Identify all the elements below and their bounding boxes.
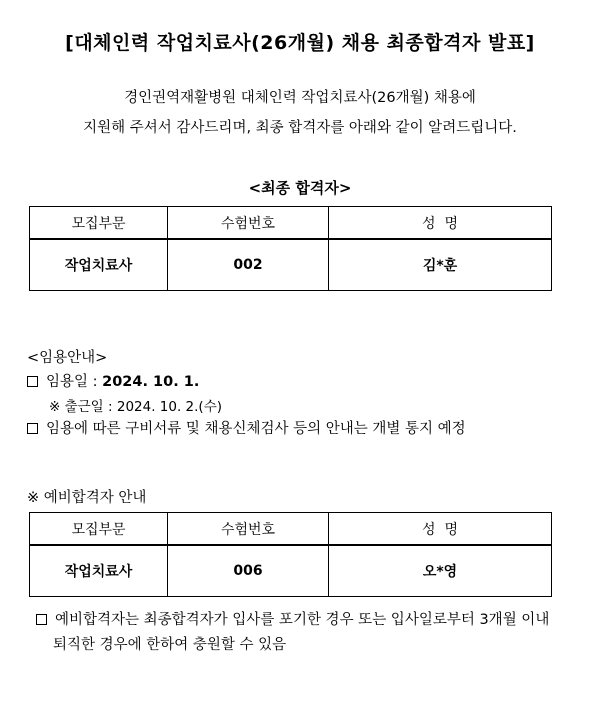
header-department: 모집부문: [30, 207, 168, 240]
page-title: [대체인력 작업치료사(26개월) 채용 최종합격자 발표]: [65, 32, 535, 54]
cell-exam-number: 006: [168, 545, 329, 597]
reserve-notice-line-1: [36, 608, 549, 629]
table-row: [30, 239, 552, 291]
reserve-notice-line-2: 퇴직한 경우에 한하여 충원할 수 있음: [53, 637, 287, 653]
intro-line-1: 경인권역재활병원 대체인력 작업치료사(26개월) 채용에: [124, 90, 476, 106]
square-bullet-icon: [27, 423, 38, 434]
square-bullet-icon: [27, 376, 38, 387]
cell-name: 김*훈: [329, 239, 552, 291]
square-bullet-icon: [36, 614, 47, 625]
cell-department: 작업치료사: [30, 239, 168, 291]
appointment-date-label: 임용일 :: [46, 374, 103, 390]
table-row: [30, 545, 552, 597]
appointment-notice: 임용에 따른 구비서류 및 채용신체검사 등의 안내는 개별 통지 예정: [46, 421, 466, 437]
final-table-header: [30, 207, 552, 240]
cell-department: 작업치료사: [30, 545, 168, 597]
cell-name: 오*영: [329, 545, 552, 597]
final-heading: <최종 합격자>: [248, 179, 352, 197]
reserve-table: [29, 512, 552, 597]
appointment-heading: <임용안내>: [27, 350, 108, 366]
header-exam-number: 수험번호: [168, 513, 329, 546]
final-table: [29, 206, 552, 291]
header-name: 성 명: [329, 207, 552, 240]
header-name: 성 명: [329, 513, 552, 546]
intro-line-2: 지원해 주셔서 감사드리며, 최종 합격자를 아래와 같이 알려드립니다.: [83, 120, 517, 136]
appointment-date-line: [27, 370, 199, 391]
reserve-heading: ※ 예비합격자 안내: [27, 490, 147, 506]
reserve-table-header: [30, 513, 552, 546]
attendance-date: ※ 출근일 : 2024. 10. 2.(수): [49, 399, 223, 415]
cell-exam-number: 002: [168, 239, 329, 291]
appointment-notice-line: [27, 417, 466, 438]
appointment-date-value: 2024. 10. 1.: [102, 374, 200, 390]
header-department: 모집부문: [30, 513, 168, 546]
reserve-notice-1: 예비합격자는 최종합격자가 입사를 포기한 경우 또는 입사일로부터 3개월 이내: [55, 612, 550, 628]
header-exam-number: 수험번호: [168, 207, 329, 240]
